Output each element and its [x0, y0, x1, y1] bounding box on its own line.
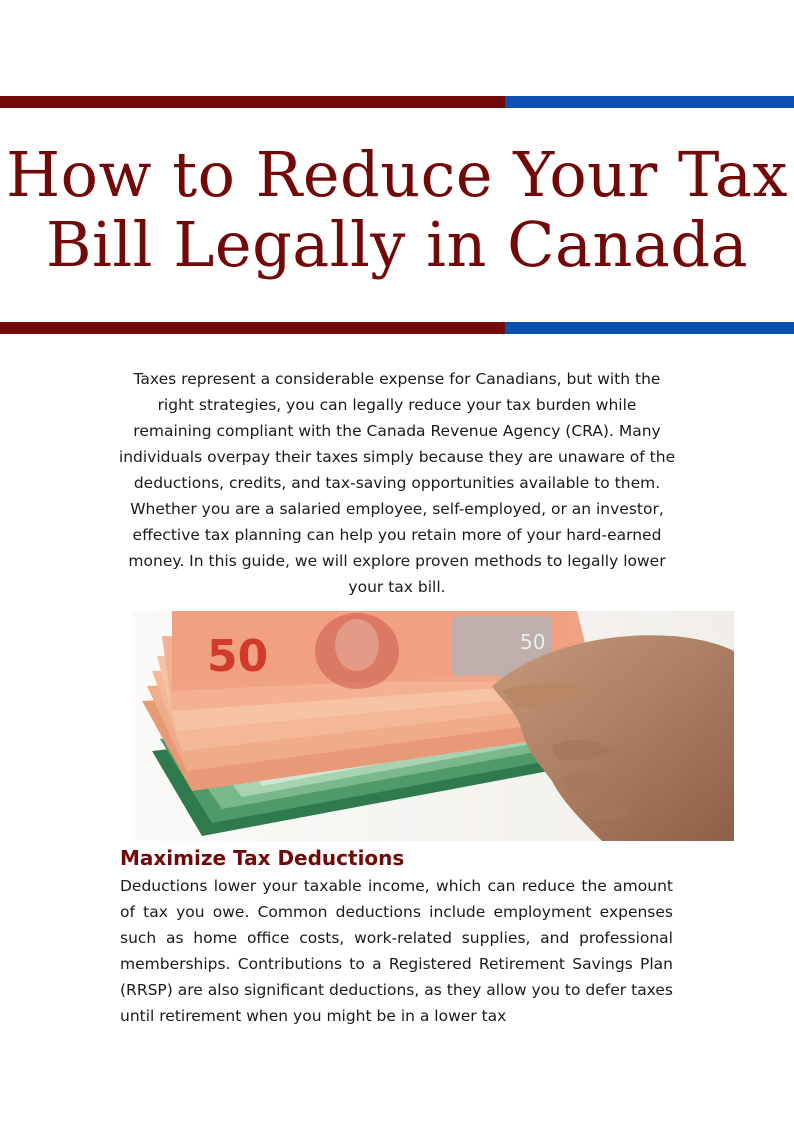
cash-in-hand-illustration: [132, 611, 734, 841]
rule-red-segment: [0, 322, 505, 334]
money-photo: [132, 611, 734, 841]
title-line-1: How to Reduce Your Tax: [6, 138, 788, 211]
section-body: Deductions lower your taxable income, which can reduce the amount of tax you owe. Common deductions include employment expenses such as home office costs, work-related supplies, and professional memberships. Contributions to a Registered Retirement Savings Plan (RRSP) are also significant deductions, as they allow you to defer taxes until retirement when you might be in a lower tax: [120, 877, 673, 1025]
rule-blue-segment: [505, 322, 794, 334]
header-rule-top: [0, 96, 794, 108]
section-heading: Maximize Tax Deductions: [120, 846, 405, 870]
portrait-face: [335, 619, 379, 671]
rule-red-segment: [0, 96, 505, 108]
window-denomination: 50: [520, 630, 546, 654]
page-title: [0, 140, 794, 280]
title-line-2: Bill Legally in Canada: [45, 208, 749, 281]
banknote-denomination: 50: [207, 631, 269, 682]
intro-paragraph: Taxes represent a considerable expense for Canadians, but with the right strategies, you can legally reduce your tax burden while remaining compliant with the Canada Revenue Agency (CRA). Many individuals overpay their taxes simply because they are unaware of the deductions, credits, and tax-saving opportunities available to them. Whether you are a salaried employee, self-employed, or an investor, effective tax planning can help you retain more of your hard-earned money. In this guide, we will explore proven methods to legally lower your tax bill.: [118, 370, 676, 596]
header-rule-bottom: [0, 322, 794, 334]
rule-blue-segment: [505, 96, 794, 108]
